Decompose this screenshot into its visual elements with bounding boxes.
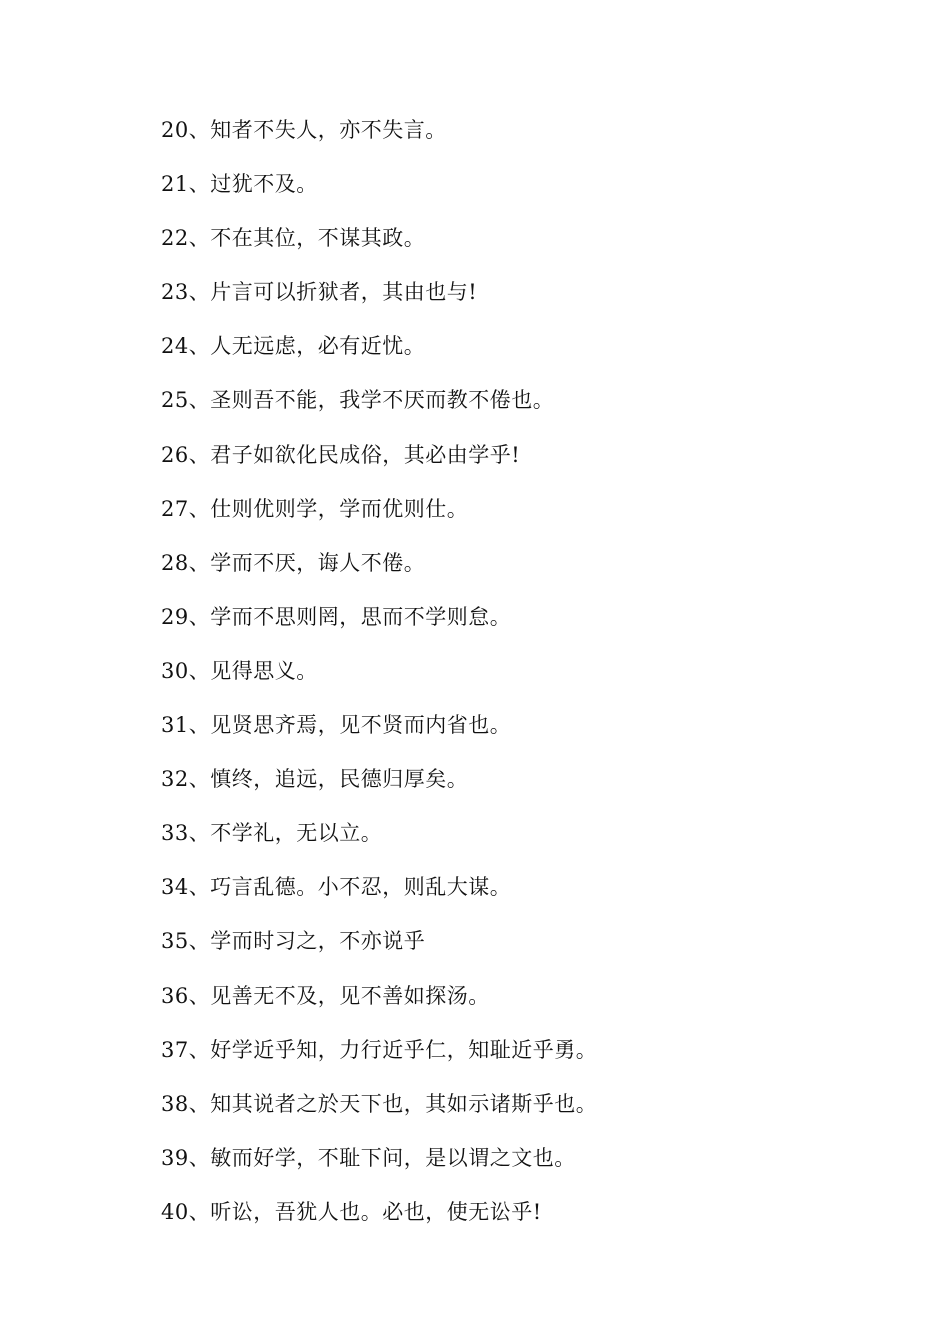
quote-line: 28、学而不厌，诲人不倦。: [161, 550, 426, 575]
quote-line: 33、不学礼，无以立。: [161, 821, 383, 846]
quote-line: 35、学而时习之，不亦说乎: [161, 929, 426, 954]
quote-line: 25、圣则吾不能，我学不厌而教不倦也。: [161, 388, 555, 413]
quote-line: 23、片言可以折狱者，其由也与!: [161, 280, 478, 305]
quote-line: 31、见贤思齐焉，见不贤而内省也。: [161, 713, 512, 738]
quote-line: 20、知者不失人，亦不失言。: [161, 118, 447, 142]
quote-line: 37、好学近乎知，力行近乎仁，知耻近乎勇。: [161, 1037, 598, 1062]
quote-line: 26、君子如欲化民成俗，其必由学乎!: [161, 442, 521, 467]
quote-line: 34、巧言乱德。小不忍，则乱大谋。: [161, 875, 512, 900]
quote-list: [161, 114, 597, 1250]
quote-line: 22、不在其位，不谋其政。: [161, 226, 426, 251]
quote-line: 24、人无远虑，必有近忧。: [161, 334, 426, 359]
quote-line: 29、学而不思则罔，思而不学则怠。: [161, 604, 512, 629]
quote-line: 30、见得思义。: [161, 658, 318, 683]
quote-line: 39、敏而好学，不耻下问，是以谓之文也。: [161, 1145, 576, 1170]
quote-line: 27、仕则优则学，学而优则仕。: [161, 496, 469, 521]
quote-line: 32、慎终，追远，民德归厚矣。: [161, 767, 469, 792]
quote-line: 21、过犹不及。: [161, 172, 318, 197]
quote-line: 40、听讼，吾犹人也。必也，使无讼乎!: [161, 1199, 542, 1224]
quote-line: 36、见善无不及，见不善如探汤。: [161, 983, 490, 1008]
quote-line: 38、知其说者之於天下也，其如示诸斯乎也。: [161, 1091, 598, 1116]
